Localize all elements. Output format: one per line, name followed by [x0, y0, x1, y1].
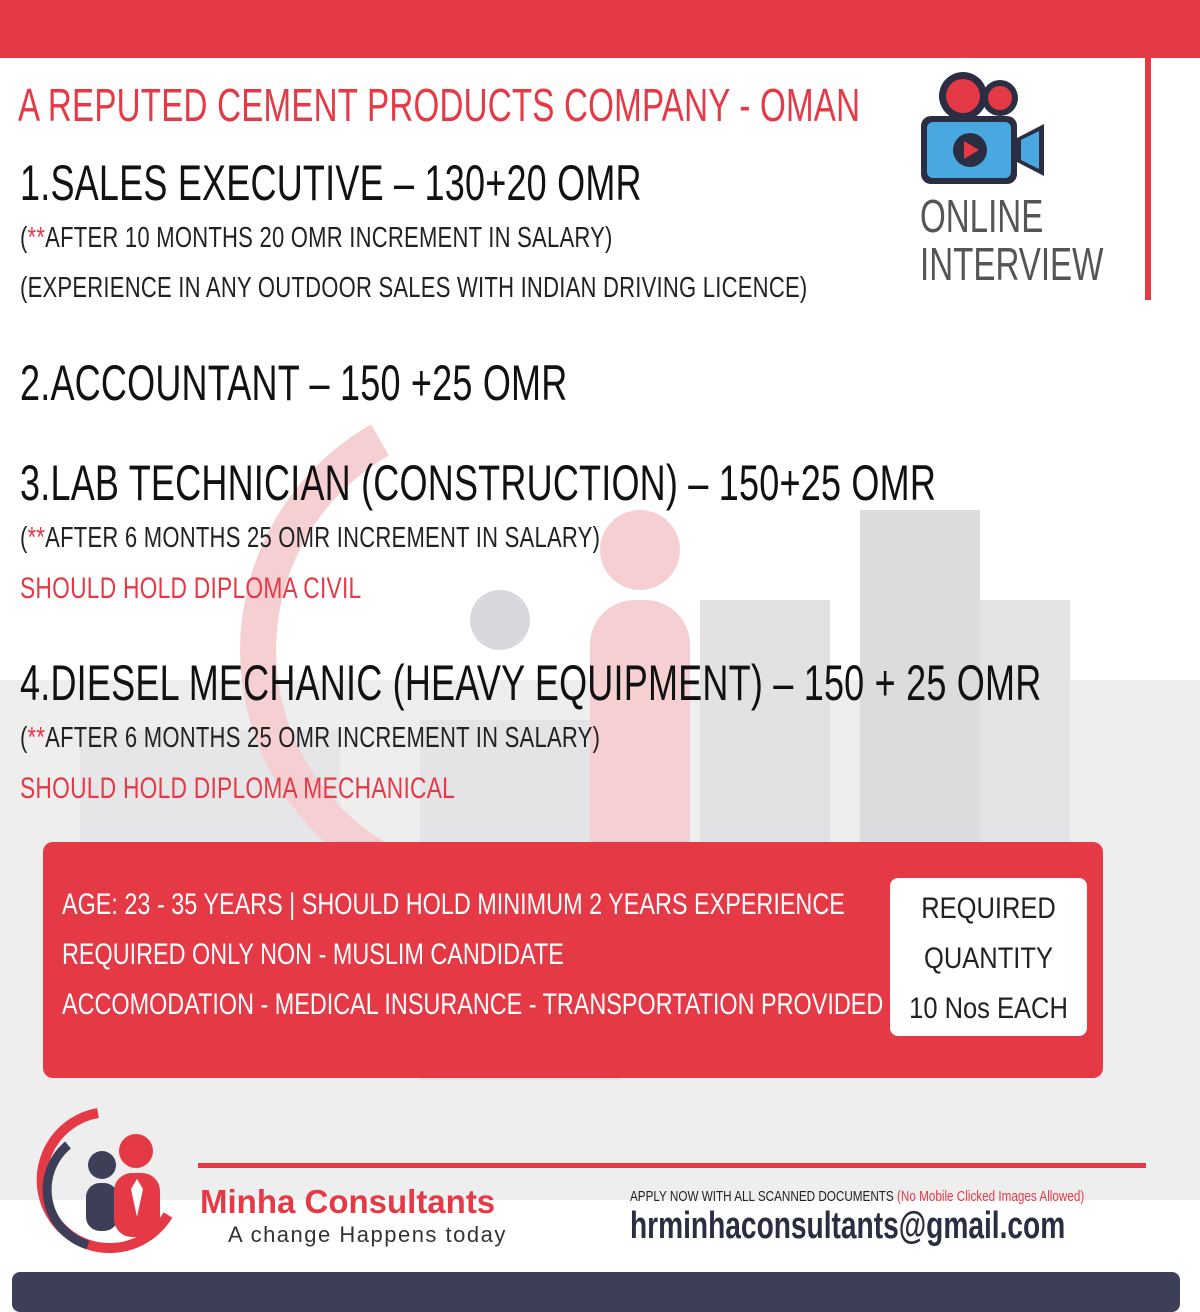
brand-logo-icon [28, 1105, 188, 1255]
info-line-3: ACCOMODATION - MEDICAL INSURANCE - TRANSPORTATION PROVIDED [62, 988, 884, 1021]
brand-name: Minha Consultants [200, 1183, 496, 1220]
online-interview-badge [920, 192, 1103, 288]
page-title: A REPUTED CEMENT PRODUCTS COMPANY - OMAN [18, 79, 861, 131]
job-title-1: 1.SALES EXECUTIVE – 130+20 OMR [20, 155, 642, 211]
badge-line-1: ONLINE [920, 190, 1044, 242]
job-note-4: (**AFTER 6 MONTHS 25 OMR INCREMENT IN SALARY) [20, 722, 601, 754]
job-note-text-3: AFTER 6 MONTHS 25 OMR INCREMENT IN SALARY) [45, 522, 601, 554]
job-extra-1: (EXPERIENCE IN ANY OUTDOOR SALES WITH INDIAN DRIVING LICENCE) [20, 272, 808, 304]
footer-divider [198, 1163, 1146, 1168]
job-requirement-4: SHOULD HOLD DIPLOMA MECHANICAL [20, 772, 456, 805]
job-note-3: (**AFTER 6 MONTHS 25 OMR INCREMENT IN SALARY) [20, 522, 601, 554]
job-title-3: 3.LAB TECHNICIAN (CONSTRUCTION) – 150+25 OMR [20, 455, 937, 511]
job-requirement-3: SHOULD HOLD DIPLOMA CIVIL [20, 572, 362, 605]
contact-email-link[interactable]: hrminhaconsultants@gmail.com [630, 1205, 1066, 1247]
apply-text: APPLY NOW WITH ALL SCANNED DOCUMENTS [630, 1188, 894, 1205]
quantity-line-2: QUANTITY [924, 942, 1053, 975]
job-note-text-4: AFTER 6 MONTHS 25 OMR INCREMENT IN SALARY) [45, 722, 601, 754]
apply-instructions [630, 1188, 1084, 1205]
apply-note: (No Mobile Clicked Images Allowed) [896, 1188, 1085, 1205]
badge-line-2: INTERVIEW [920, 238, 1104, 290]
info-line-2: REQUIRED ONLY NON - MUSLIM CANDIDATE [62, 938, 564, 971]
brand-tagline: A change Happens today [228, 1222, 507, 1247]
quantity-line-1: REQUIRED [921, 892, 1056, 925]
job-note-1: (**AFTER 10 MONTHS 20 OMR INCREMENT IN SALARY) [20, 222, 613, 254]
top-banner-bar [0, 0, 1200, 58]
note-stars: ** [27, 222, 46, 254]
job-note-text-1: AFTER 10 MONTHS 20 OMR INCREMENT IN SALARY) [45, 222, 613, 254]
note-stars: ** [27, 722, 46, 754]
video-camera-icon [918, 68, 1048, 186]
bottom-bar [12, 1272, 1180, 1312]
quantity-box [890, 878, 1087, 1036]
info-line-1: AGE: 23 - 35 YEARS | SHOULD HOLD MINIMUM 2 YEARS EXPERIENCE [62, 888, 845, 921]
job-title-2: 2.ACCOUNTANT – 150 +25 OMR [20, 355, 568, 411]
quantity-line-3: 10 Nos EACH [909, 992, 1068, 1025]
note-stars: ** [27, 522, 46, 554]
job-title-4: 4.DIESEL MECHANIC (HEAVY EQUIPMENT) – 150 + 25 OMR [20, 655, 1042, 711]
